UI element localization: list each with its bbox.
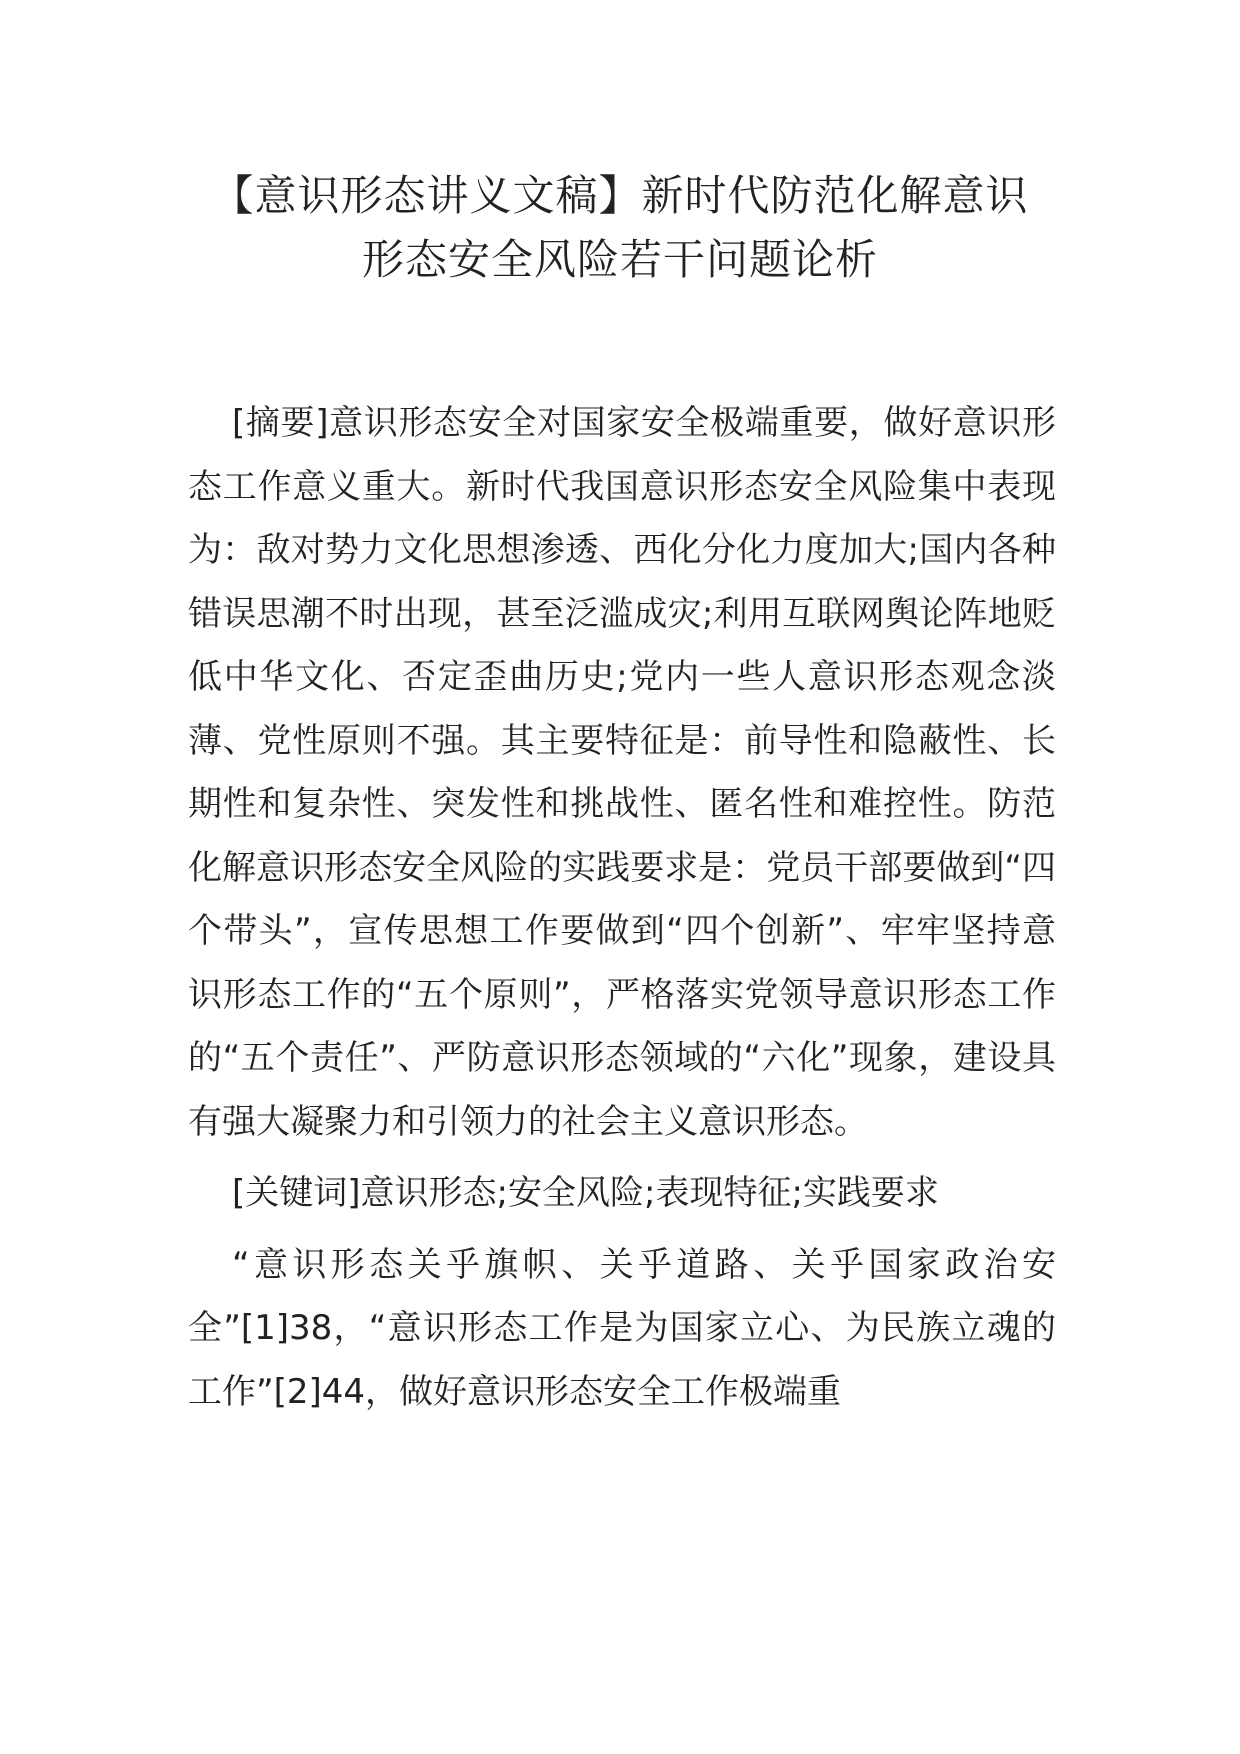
- title-line-2: 形态安全风险若干问题论析: [361, 235, 878, 284]
- keywords-paragraph: [关键词]意识形态;安全风险;表现特征;实践要求: [232, 1173, 939, 1213]
- abstract-paragraph: [摘要]意识形态安全对国家安全极端重要，做好意识形态工作意义重大。新时代我国意识形态安全风险集中表现为：敌对势力文化思想渗透、西化分化力度加大;国内各种错误思潮不时出现，甚至泛滥成灾;利用互联网舆论阵地贬低中华文化、否定歪曲历史;党内一些人意识形态观念淡薄、党性原则不强。其主要特征是：前导性和隐蔽性、长期性和复杂性、突发性和挑战性、匿名性和难控性。防范化解意识形态安全风险的实践要求是：党员干部要做到“四个带头”，宣传思想工作要做到“四个创新”、牢牢坚持意识形态工作的“五个原则”，严格落实党领导意识形态工作的“五个责任”、严防意识形态领域的“六化”现象，建设具有强大凝聚力和引领力的社会主义意识形态。: [188, 403, 1057, 1142]
- document-title: [150, 164, 1090, 292]
- body-paragraph: “意识形态关乎旗帜、关乎道路、关乎国家政治安全”[1]38，“意识形态工作是为国家立心、为民族立魂的工作”[2]44，做好意识形态安全工作极端重: [188, 1244, 1056, 1412]
- document-body: [188, 392, 1056, 1432]
- title-line-1: 【意识形态讲义文稿】新时代防范化解意识: [211, 171, 1029, 220]
